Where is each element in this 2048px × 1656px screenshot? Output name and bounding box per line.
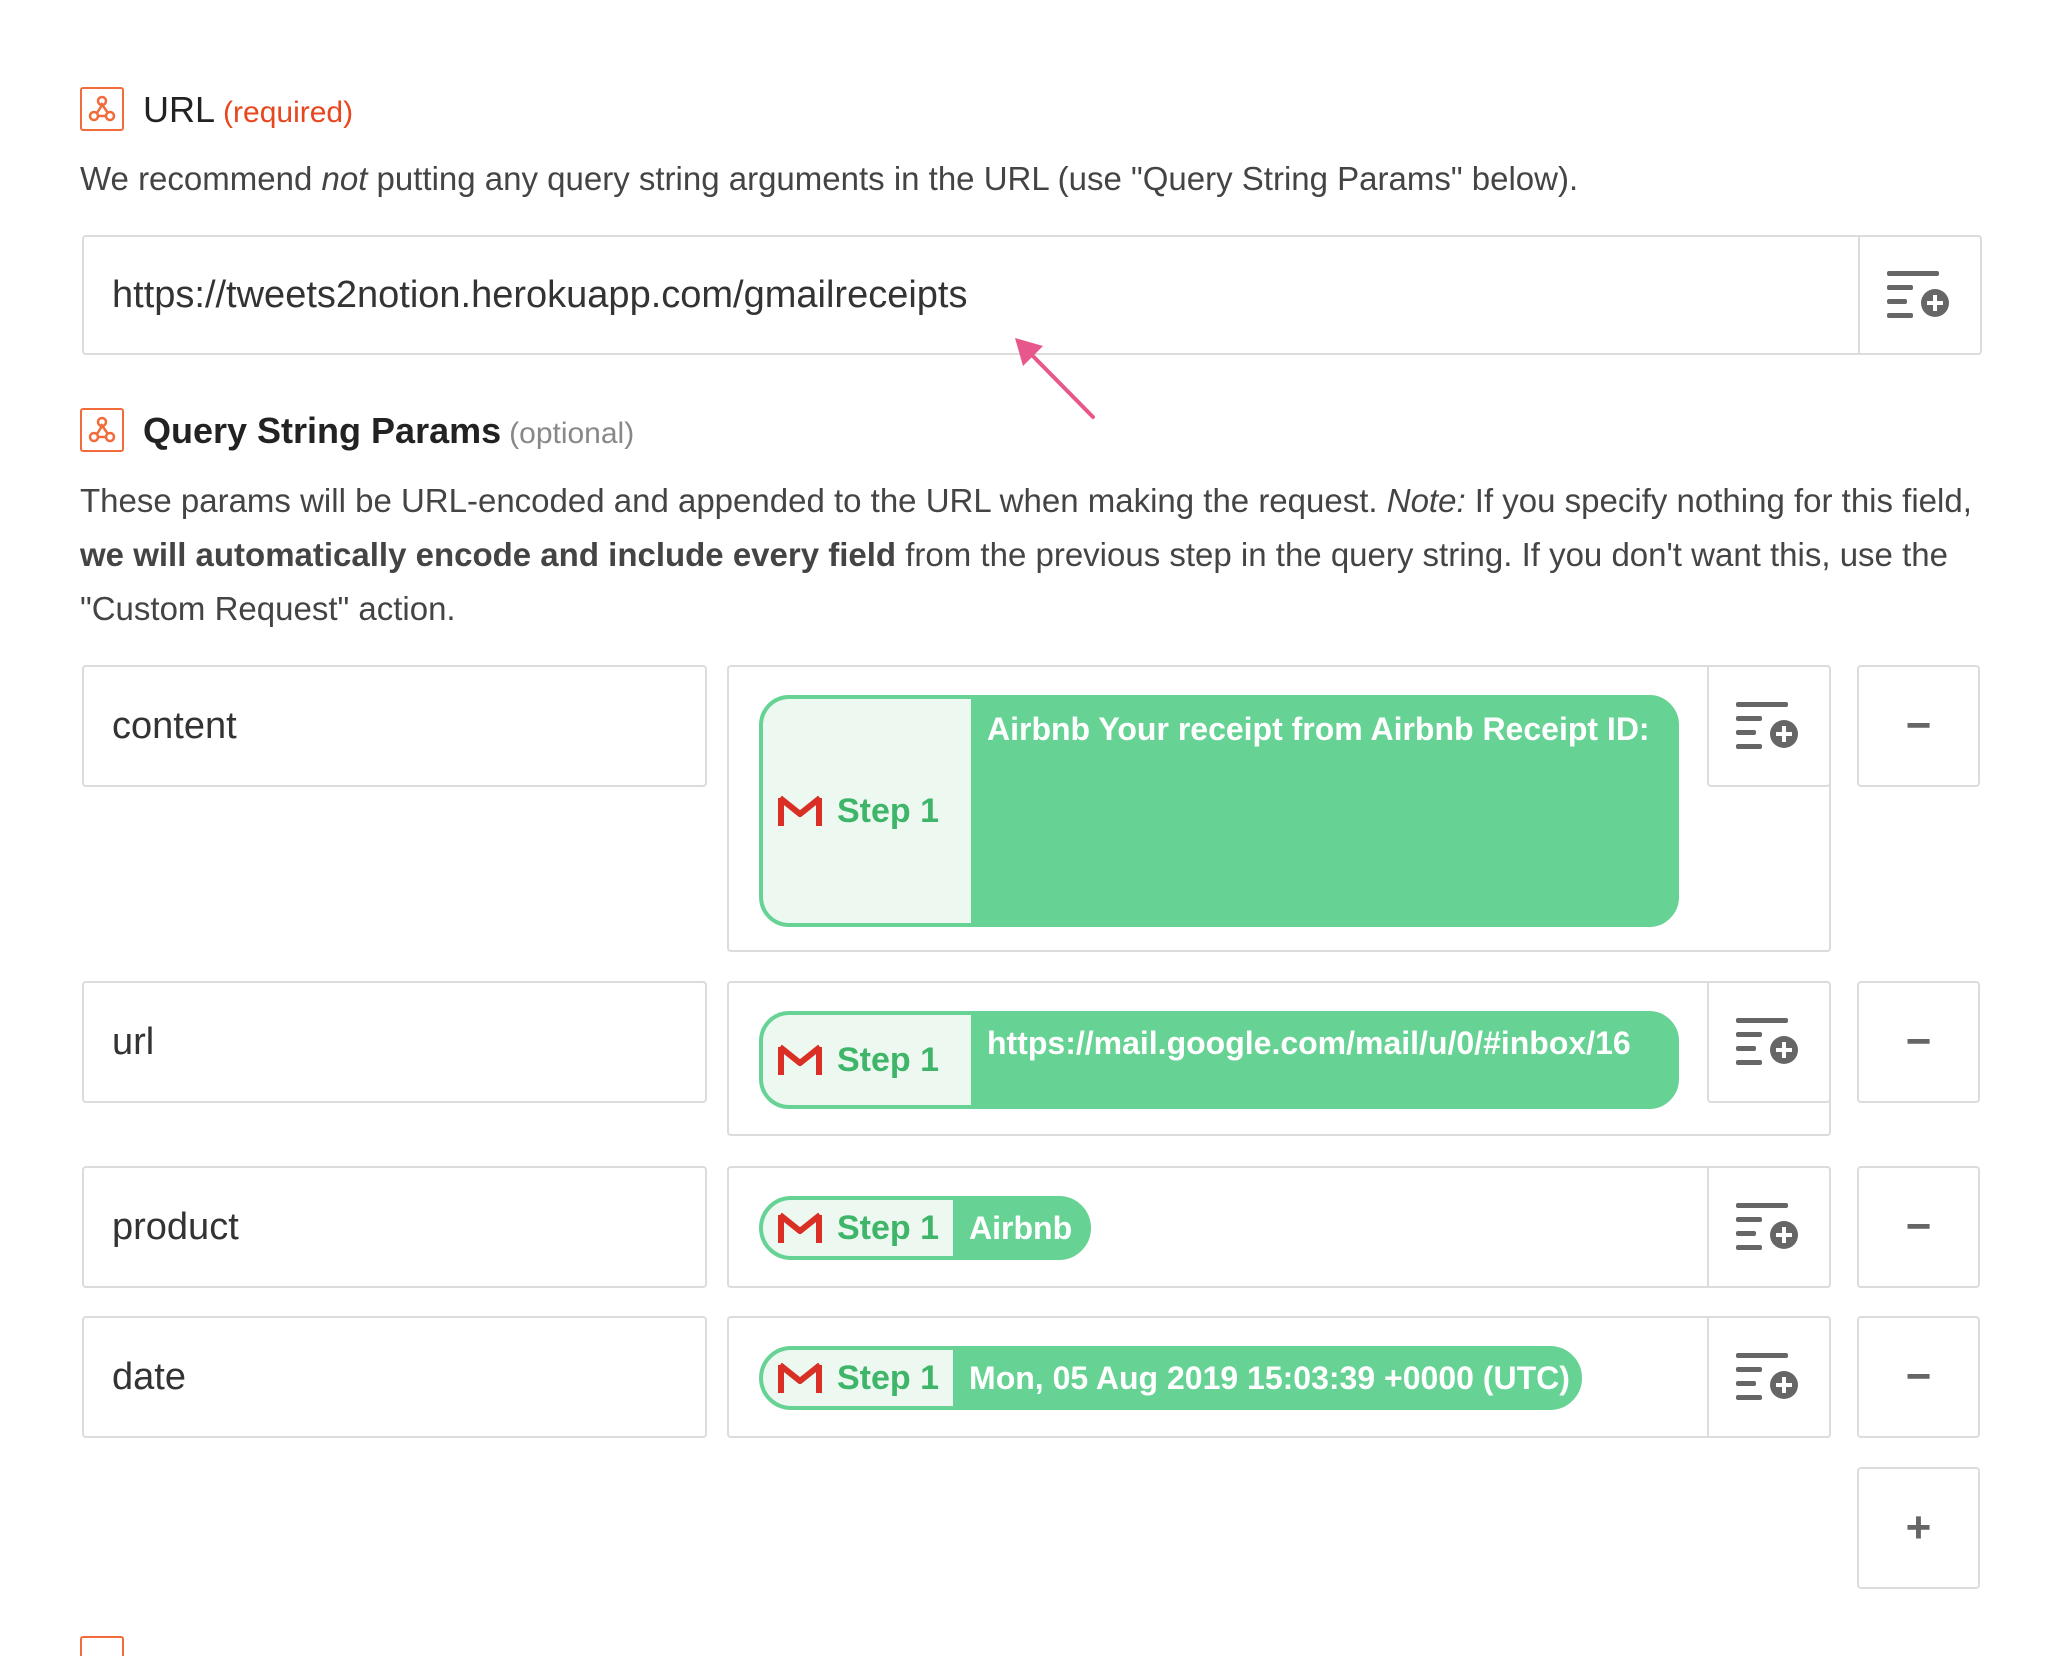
gmail-icon [777,794,823,828]
pill-value: Mon, 05 Aug 2019 15:03:39 +0000 (UTC) [969,1360,1570,1396]
add-param-button[interactable]: + [1857,1467,1980,1589]
param-value-input[interactable] [727,665,1831,952]
insert-field-icon [1736,1349,1802,1405]
pill-step-section [763,1350,953,1406]
remove-param-button[interactable]: − [1857,1166,1980,1288]
param-key-input[interactable] [82,665,707,787]
remove-param-button[interactable]: − [1857,1316,1980,1438]
insert-field-icon [1736,1014,1802,1070]
query-label: Query String Params [143,410,502,451]
url-insert-field-button[interactable] [1858,235,1982,355]
param-key-value: date [112,1356,186,1398]
pink-arrow [1005,332,1115,432]
url-help-pre: We recommend [80,160,322,197]
url-help-em: not [321,160,368,197]
param-key-input[interactable] [82,1166,707,1288]
query-field-title [143,409,634,453]
param-key-value: url [112,1021,155,1063]
url-field-title [143,88,353,132]
query-help-3: from the previous step in the query string. If you don't want this, use the "Custom Request" action. [80,536,1948,627]
param-insert-field-button[interactable] [1707,981,1831,1103]
param-insert-field-button[interactable] [1707,665,1831,787]
pill-value: Airbnb Your receipt from Airbnb Receipt ID: [987,711,1650,747]
param-value-input[interactable] [727,981,1831,1136]
insert-field-icon [1736,1199,1802,1255]
param-value-input[interactable] [727,1316,1831,1438]
param-insert-field-button[interactable] [1707,1316,1831,1438]
param-key-input[interactable] [82,981,707,1103]
insert-field-icon [1736,698,1802,754]
insert-field-icon [1887,267,1953,323]
param-key-input[interactable] [82,1316,707,1438]
step-pill[interactable] [759,1346,1582,1410]
param-insert-field-button[interactable] [1707,1166,1831,1288]
url-input-value: https://tweets2notion.herokuapp.com/gmailreceipts [112,274,968,316]
webhook-icon [80,87,124,131]
url-label: URL [143,89,216,130]
query-help-note: Note: [1386,482,1466,519]
gmail-icon [777,1043,823,1077]
gmail-icon [777,1211,823,1245]
pill-step-section [763,1015,971,1105]
step-pill[interactable] [759,1011,1679,1109]
pill-step-label: Step 1 [837,1358,940,1397]
pill-step-section [763,699,971,923]
next-field-icon-partial [80,1636,124,1656]
url-help-text [80,152,1980,206]
query-help-text [80,474,1985,636]
param-key-value: content [112,705,237,747]
query-optional-tag: (optional) [509,417,635,450]
param-key-value: product [112,1206,239,1248]
query-help-1: These params will be URL-encoded and appended to the URL when making the request. [80,482,1387,519]
url-required-tag: (required) [223,96,354,129]
pill-step-section [763,1200,953,1256]
query-help-2: If you specify nothing for this field, [1465,482,1972,519]
pill-step-label: Step 1 [837,1040,940,1079]
pill-step-label: Step 1 [837,791,940,830]
url-help-post: putting any query string arguments in the URL (use "Query String Params" below). [367,160,1579,197]
step-pill[interactable] [759,1196,1091,1260]
query-help-bold: we will automatically encode and include every field [80,536,897,573]
param-value-input[interactable] [727,1166,1831,1288]
remove-param-button[interactable]: − [1857,981,1980,1103]
webhook-icon [80,408,124,452]
gmail-icon [777,1361,823,1395]
remove-param-button[interactable]: − [1857,665,1980,787]
pill-value: https://mail.google.com/mail/u/0/#inbox/16 [987,1025,1631,1061]
pill-step-label: Step 1 [837,1208,940,1247]
step-pill[interactable] [759,695,1679,927]
pill-value: Airbnb [969,1210,1073,1246]
